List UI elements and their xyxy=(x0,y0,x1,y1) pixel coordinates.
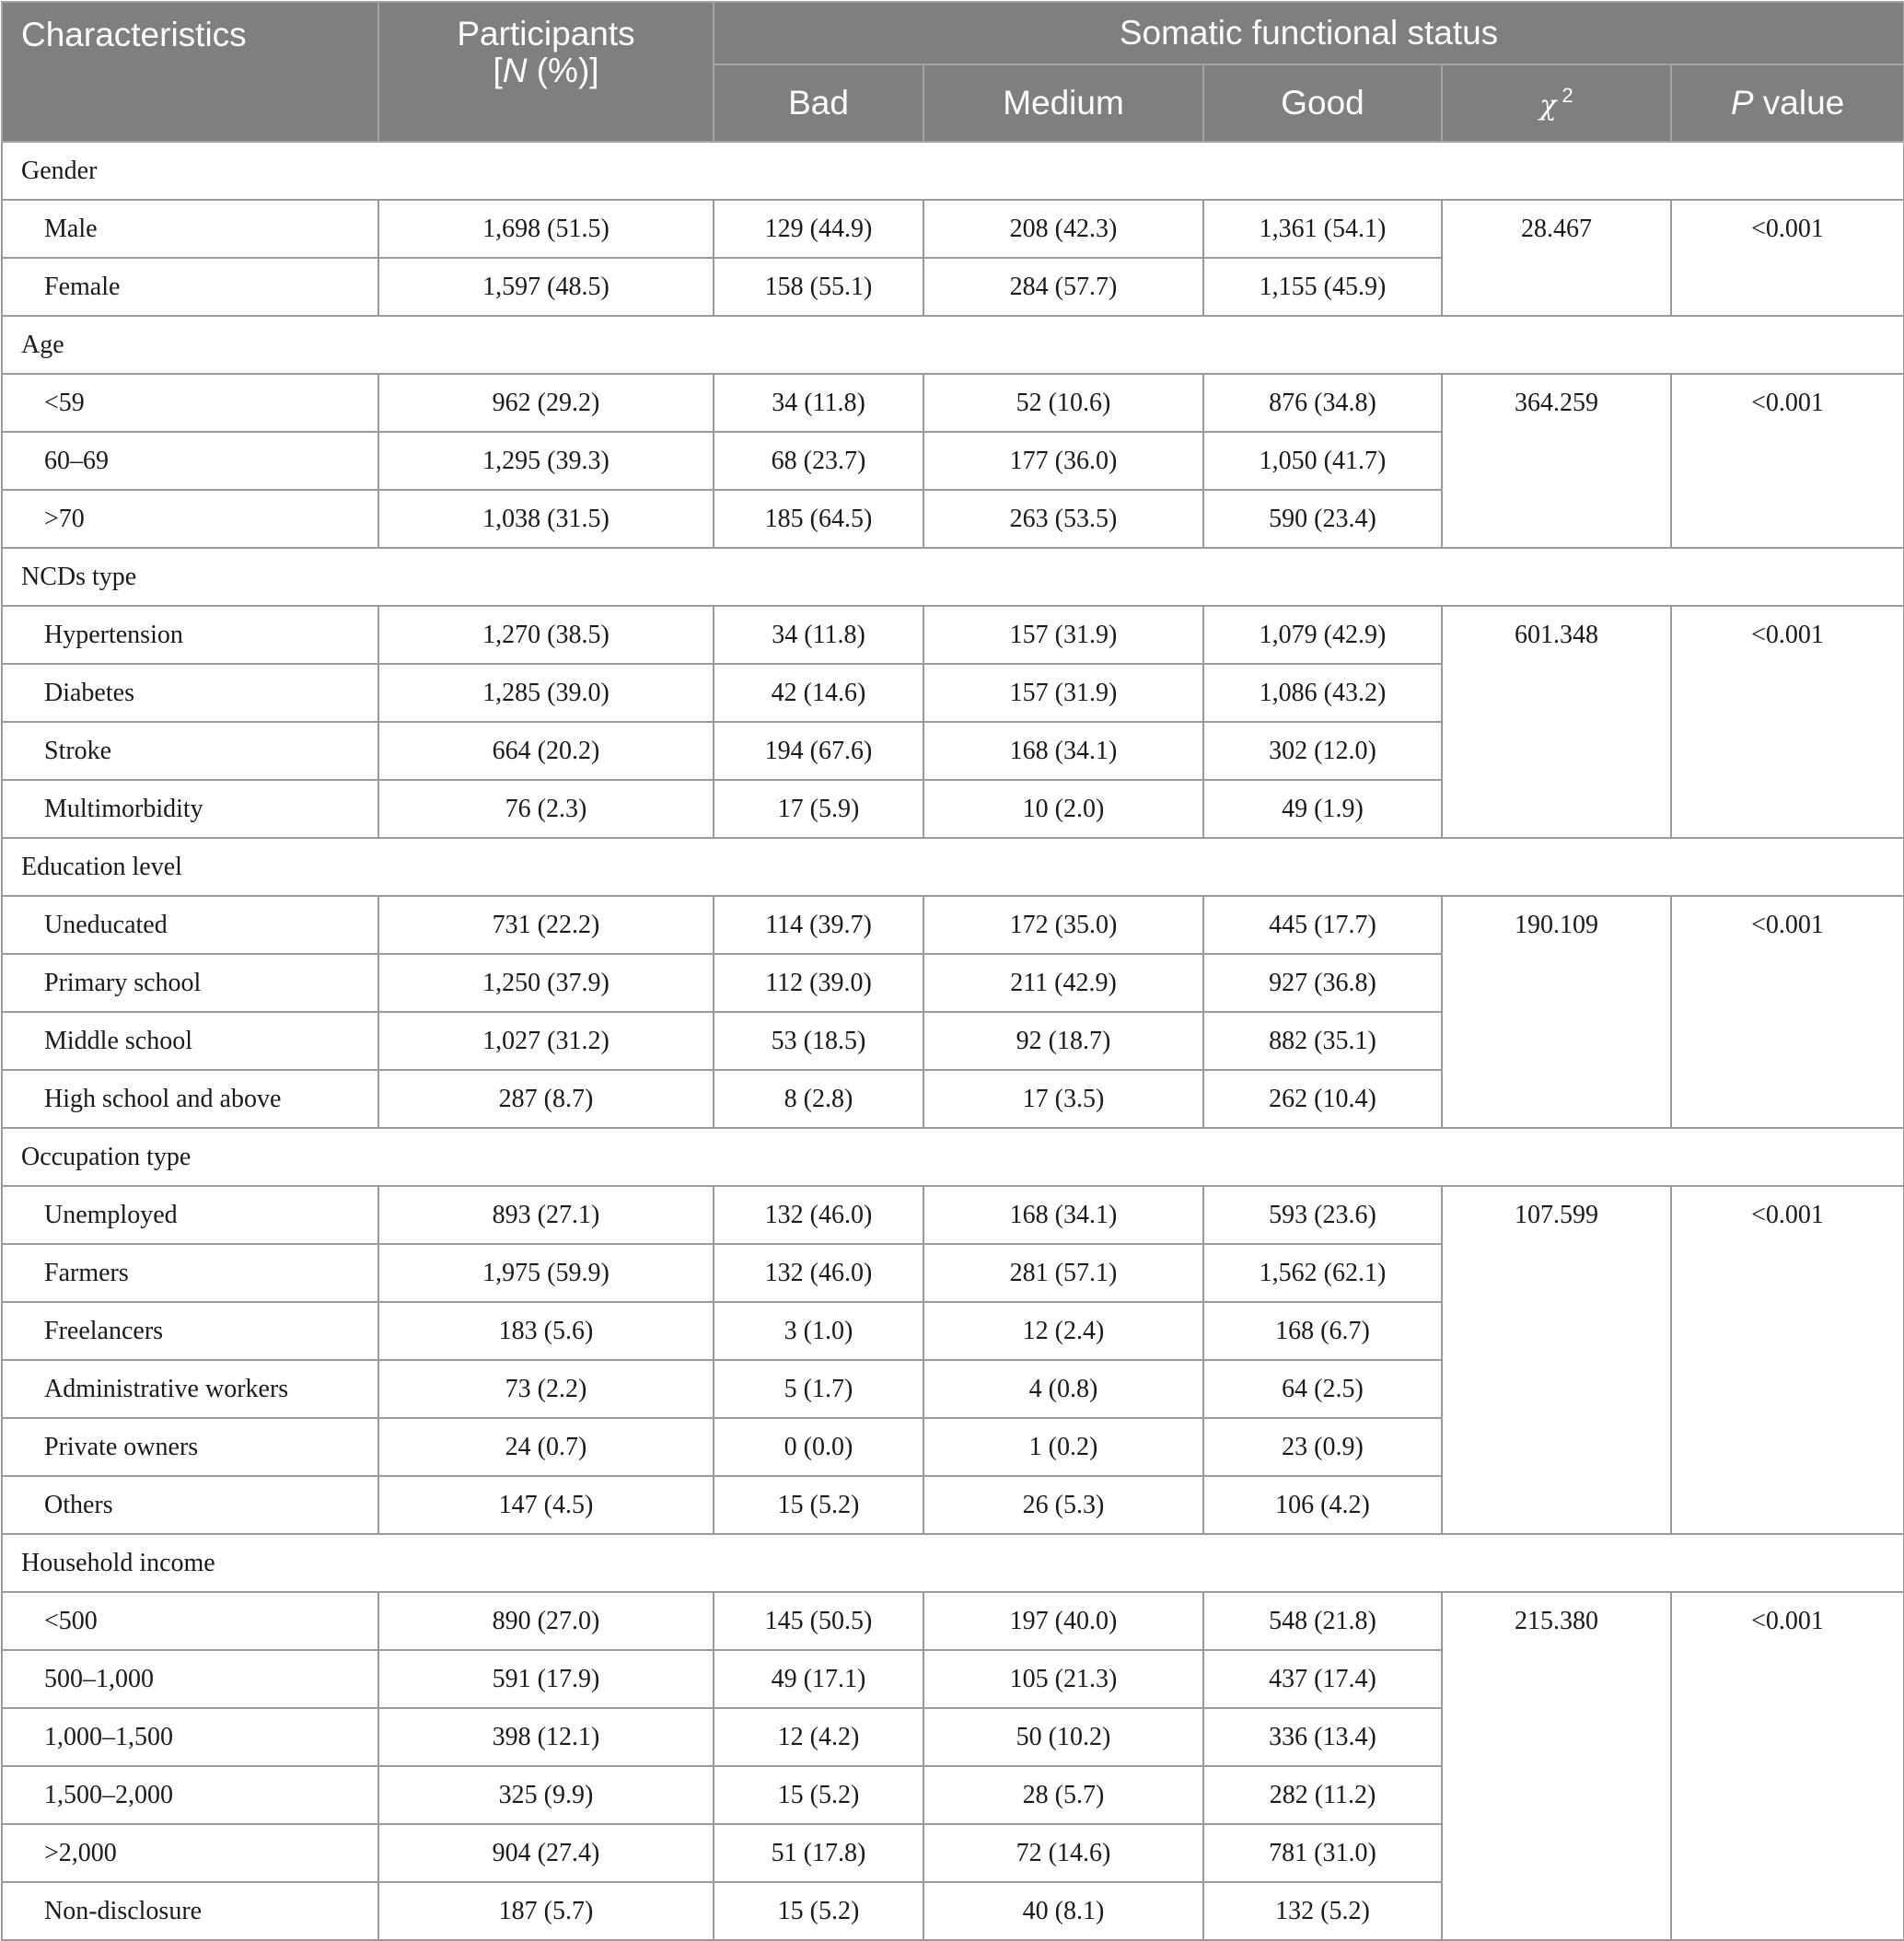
group-header-row xyxy=(2,1534,1904,1592)
bad-cell: 3 (1.0) xyxy=(714,1302,923,1360)
participants-cell: 1,027 (31.2) xyxy=(378,1012,714,1070)
good-cell: 1,155 (45.9) xyxy=(1203,258,1442,316)
bad-cell: 15 (5.2) xyxy=(714,1882,923,1940)
good-cell: 262 (10.4) xyxy=(1203,1070,1442,1128)
medium-cell: 52 (10.6) xyxy=(923,374,1203,432)
bad-cell: 0 (0.0) xyxy=(714,1418,923,1476)
good-cell: 445 (17.7) xyxy=(1203,896,1442,954)
good-cell: 1,086 (43.2) xyxy=(1203,664,1442,722)
good-cell: 132 (5.2) xyxy=(1203,1882,1442,1940)
row-label: Administrative workers xyxy=(2,1360,378,1418)
good-cell: 336 (13.4) xyxy=(1203,1708,1442,1766)
group-label: Education level xyxy=(2,838,1904,896)
group-label: Household income xyxy=(2,1534,1904,1592)
chi-square-cell: 28.467 xyxy=(1442,200,1671,316)
good-cell: 1,562 (62.1) xyxy=(1203,1244,1442,1302)
medium-cell: 172 (35.0) xyxy=(923,896,1203,954)
medium-cell: 50 (10.2) xyxy=(923,1708,1203,1766)
row-label: Farmers xyxy=(2,1244,378,1302)
medium-cell: 1 (0.2) xyxy=(923,1418,1203,1476)
good-cell: 1,050 (41.7) xyxy=(1203,432,1442,490)
table-row xyxy=(2,1186,1904,1244)
bad-cell: 49 (17.1) xyxy=(714,1650,923,1708)
good-cell: 590 (23.4) xyxy=(1203,490,1442,548)
bad-cell: 15 (5.2) xyxy=(714,1766,923,1824)
participants-cell: 325 (9.9) xyxy=(378,1766,714,1824)
bad-cell: 34 (11.8) xyxy=(714,606,923,664)
header-participants-bracket-open: [ xyxy=(493,52,503,89)
header-characteristics: Characteristics xyxy=(2,2,378,142)
table-row xyxy=(2,374,1904,432)
header-somatic-functional-status: Somatic functional status xyxy=(714,2,1904,64)
chi-square-cell: 364.259 xyxy=(1442,374,1671,548)
row-label: Multimorbidity xyxy=(2,780,378,838)
participants-cell: 1,295 (39.3) xyxy=(378,432,714,490)
good-cell: 781 (31.0) xyxy=(1203,1824,1442,1882)
row-label: Freelancers xyxy=(2,1302,378,1360)
bad-cell: 185 (64.5) xyxy=(714,490,923,548)
good-cell: 168 (6.7) xyxy=(1203,1302,1442,1360)
participants-cell: 591 (17.9) xyxy=(378,1650,714,1708)
row-label: 1,500–2,000 xyxy=(2,1766,378,1824)
chi-square-cell: 215.380 xyxy=(1442,1592,1671,1940)
row-label: Female xyxy=(2,258,378,316)
bad-cell: 42 (14.6) xyxy=(714,664,923,722)
characteristics-table xyxy=(1,1,1904,1941)
group-header-row xyxy=(2,316,1904,374)
participants-cell: 287 (8.7) xyxy=(378,1070,714,1128)
participants-cell: 183 (5.6) xyxy=(378,1302,714,1360)
participants-cell: 76 (2.3) xyxy=(378,780,714,838)
medium-cell: 105 (21.3) xyxy=(923,1650,1203,1708)
participants-cell: 187 (5.7) xyxy=(378,1882,714,1940)
medium-cell: 17 (3.5) xyxy=(923,1070,1203,1128)
group-label: Age xyxy=(2,316,1904,374)
row-label: Male xyxy=(2,200,378,258)
row-label: Stroke xyxy=(2,722,378,780)
header-p-italic: P xyxy=(1730,84,1754,122)
p-value-cell: <0.001 xyxy=(1671,374,1904,548)
medium-cell: 208 (42.3) xyxy=(923,200,1203,258)
participants-cell: 1,270 (38.5) xyxy=(378,606,714,664)
bad-cell: 17 (5.9) xyxy=(714,780,923,838)
participants-cell: 398 (12.1) xyxy=(378,1708,714,1766)
good-cell: 876 (34.8) xyxy=(1203,374,1442,432)
participants-cell: 904 (27.4) xyxy=(378,1824,714,1882)
participants-cell: 893 (27.1) xyxy=(378,1186,714,1244)
p-value-cell: <0.001 xyxy=(1671,896,1904,1128)
table-row xyxy=(2,896,1904,954)
participants-cell: 1,597 (48.5) xyxy=(378,258,714,316)
bad-cell: 145 (50.5) xyxy=(714,1592,923,1650)
header-good: Good xyxy=(1203,64,1442,142)
good-cell: 437 (17.4) xyxy=(1203,1650,1442,1708)
header-chi-square xyxy=(1442,64,1671,142)
bad-cell: 158 (55.1) xyxy=(714,258,923,316)
participants-cell: 73 (2.2) xyxy=(378,1360,714,1418)
row-label: <500 xyxy=(2,1592,378,1650)
table-row xyxy=(2,200,1904,258)
header-p-value xyxy=(1671,64,1904,142)
participants-cell: 1,285 (39.0) xyxy=(378,664,714,722)
chi-square-cell: 190.109 xyxy=(1442,896,1671,1128)
header-row-top xyxy=(2,2,1904,64)
row-label: Private owners xyxy=(2,1418,378,1476)
medium-cell: 40 (8.1) xyxy=(923,1882,1203,1940)
medium-cell: 177 (36.0) xyxy=(923,432,1203,490)
participants-cell: 1,698 (51.5) xyxy=(378,200,714,258)
participants-cell: 1,975 (59.9) xyxy=(378,1244,714,1302)
row-label: Uneducated xyxy=(2,896,378,954)
medium-cell: 157 (31.9) xyxy=(923,606,1203,664)
participants-cell: 147 (4.5) xyxy=(378,1476,714,1534)
table-header xyxy=(2,2,1904,142)
bad-cell: 53 (18.5) xyxy=(714,1012,923,1070)
table-row xyxy=(2,606,1904,664)
participants-cell: 731 (22.2) xyxy=(378,896,714,954)
medium-cell: 92 (18.7) xyxy=(923,1012,1203,1070)
p-value-cell: <0.001 xyxy=(1671,1186,1904,1534)
bad-cell: 15 (5.2) xyxy=(714,1476,923,1534)
row-label: >70 xyxy=(2,490,378,548)
row-label: <59 xyxy=(2,374,378,432)
bad-cell: 8 (2.8) xyxy=(714,1070,923,1128)
bad-cell: 194 (67.6) xyxy=(714,722,923,780)
group-header-row xyxy=(2,838,1904,896)
good-cell: 548 (21.8) xyxy=(1203,1592,1442,1650)
bad-cell: 129 (44.9) xyxy=(714,200,923,258)
bad-cell: 132 (46.0) xyxy=(714,1244,923,1302)
row-label: >2,000 xyxy=(2,1824,378,1882)
bad-cell: 51 (17.8) xyxy=(714,1824,923,1882)
good-cell: 593 (23.6) xyxy=(1203,1186,1442,1244)
good-cell: 282 (11.2) xyxy=(1203,1766,1442,1824)
medium-cell: 197 (40.0) xyxy=(923,1592,1203,1650)
row-label: Others xyxy=(2,1476,378,1534)
group-header-row xyxy=(2,1128,1904,1186)
medium-cell: 211 (42.9) xyxy=(923,954,1203,1012)
row-label: Primary school xyxy=(2,954,378,1012)
medium-cell: 281 (57.1) xyxy=(923,1244,1203,1302)
group-label: NCDs type xyxy=(2,548,1904,606)
medium-cell: 28 (5.7) xyxy=(923,1766,1203,1824)
header-p-rest: value xyxy=(1753,84,1845,122)
header-participants xyxy=(378,2,714,142)
medium-cell: 168 (34.1) xyxy=(923,1186,1203,1244)
medium-cell: 284 (57.7) xyxy=(923,258,1203,316)
row-label: Middle school xyxy=(2,1012,378,1070)
header-participants-line1: Participants xyxy=(457,15,635,52)
table-row xyxy=(2,1592,1904,1650)
row-label: High school and above xyxy=(2,1070,378,1128)
medium-cell: 157 (31.9) xyxy=(923,664,1203,722)
row-label: Unemployed xyxy=(2,1186,378,1244)
participants-cell: 1,250 (37.9) xyxy=(378,954,714,1012)
header-participants-n: N xyxy=(502,52,528,89)
good-cell: 1,361 (54.1) xyxy=(1203,200,1442,258)
medium-cell: 4 (0.8) xyxy=(923,1360,1203,1418)
header-medium: Medium xyxy=(923,64,1203,142)
row-label: Non-disclosure xyxy=(2,1882,378,1940)
medium-cell: 72 (14.6) xyxy=(923,1824,1203,1882)
good-cell: 882 (35.1) xyxy=(1203,1012,1442,1070)
good-cell: 106 (4.2) xyxy=(1203,1476,1442,1534)
table-body xyxy=(2,142,1904,1940)
bad-cell: 5 (1.7) xyxy=(714,1360,923,1418)
medium-cell: 12 (2.4) xyxy=(923,1302,1203,1360)
good-cell: 49 (1.9) xyxy=(1203,780,1442,838)
header-chi-sup: 2 xyxy=(1562,83,1573,107)
medium-cell: 168 (34.1) xyxy=(923,722,1203,780)
participants-cell: 962 (29.2) xyxy=(378,374,714,432)
good-cell: 64 (2.5) xyxy=(1203,1360,1442,1418)
row-label: 1,000–1,500 xyxy=(2,1708,378,1766)
bad-cell: 114 (39.7) xyxy=(714,896,923,954)
participants-cell: 24 (0.7) xyxy=(378,1418,714,1476)
bad-cell: 112 (39.0) xyxy=(714,954,923,1012)
row-label: 60–69 xyxy=(2,432,378,490)
bad-cell: 68 (23.7) xyxy=(714,432,923,490)
p-value-cell: <0.001 xyxy=(1671,200,1904,316)
row-label: 500–1,000 xyxy=(2,1650,378,1708)
medium-cell: 263 (53.5) xyxy=(923,490,1203,548)
header-chi-symbol: χ xyxy=(1539,89,1557,122)
good-cell: 1,079 (42.9) xyxy=(1203,606,1442,664)
p-value-cell: <0.001 xyxy=(1671,606,1904,838)
good-cell: 302 (12.0) xyxy=(1203,722,1442,780)
group-label: Gender xyxy=(2,142,1904,200)
group-header-row xyxy=(2,142,1904,200)
bad-cell: 132 (46.0) xyxy=(714,1186,923,1244)
good-cell: 927 (36.8) xyxy=(1203,954,1442,1012)
participants-cell: 890 (27.0) xyxy=(378,1592,714,1650)
participants-cell: 664 (20.2) xyxy=(378,722,714,780)
p-value-cell: <0.001 xyxy=(1671,1592,1904,1940)
medium-cell: 10 (2.0) xyxy=(923,780,1203,838)
header-participants-bracket-close: (%)] xyxy=(527,52,599,89)
row-label: Diabetes xyxy=(2,664,378,722)
group-label: Occupation type xyxy=(2,1128,1904,1186)
good-cell: 23 (0.9) xyxy=(1203,1418,1442,1476)
participants-cell: 1,038 (31.5) xyxy=(378,490,714,548)
header-bad: Bad xyxy=(714,64,923,142)
chi-square-cell: 107.599 xyxy=(1442,1186,1671,1534)
chi-square-cell: 601.348 xyxy=(1442,606,1671,838)
row-label: Hypertension xyxy=(2,606,378,664)
bad-cell: 12 (4.2) xyxy=(714,1708,923,1766)
group-header-row xyxy=(2,548,1904,606)
bad-cell: 34 (11.8) xyxy=(714,374,923,432)
medium-cell: 26 (5.3) xyxy=(923,1476,1203,1534)
